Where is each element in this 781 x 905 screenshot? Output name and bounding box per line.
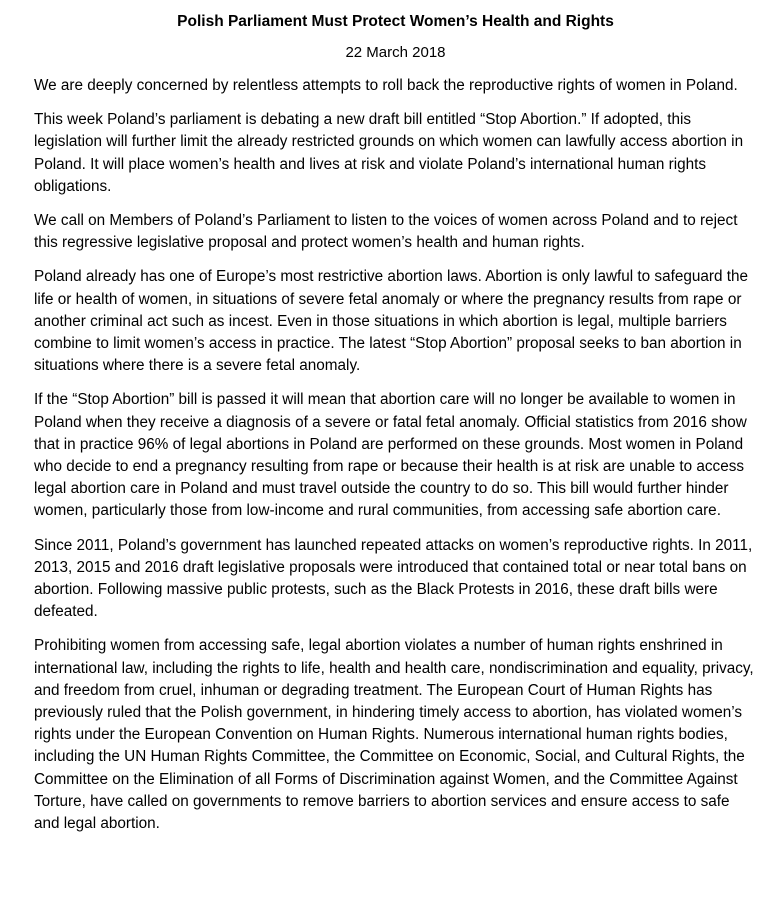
- paragraph-history: Since 2011, Poland’s government has launched repeated attacks on women’s reproductive rights. In 2011, 2013, 2015 and 2016 draft legislative proposals were introduced that contained total or near total bans on abortion. Following massive public protests, such as the Black Protests in 2016, these draft bills were defeated.: [34, 536, 753, 621]
- paragraph-intro: We are deeply concerned by relentless attempts to roll back the reproductive rights of women in Poland.: [34, 77, 738, 94]
- paragraph-current-law: Poland already has one of Europe’s most restrictive abortion laws. Abortion is only lawful to safeguard the life or health of women, in situations of severe fetal anomaly or where the pregnancy results from rape or another criminal act such as incest. Even in those situations in which abortion is legal, multiple barriers combine to limit women’s access in practice. The latest “Stop Abortion” proposal seeks to ban abortion in situations where there is a severe fetal anomaly.: [34, 268, 748, 375]
- paragraph-bill-impact: If the “Stop Abortion” bill is passed it will mean that abortion care will no longer be available to women in Poland when they receive a diagnosis of a severe or fatal fetal anomaly. Official statistics from 2016 show that in practice 96% of legal abortions in Poland are performed on these grounds. Most women in Poland who decide to end a pregnancy resulting from rape or because their health is at risk are unable to access legal abortion care in Poland and must travel outside the country to do so. This bill would further hinder women, particularly those from low-income and rural communities, from accessing safe abortion care.: [34, 391, 747, 520]
- paragraph-draft-bill: This week Poland’s parliament is debating a new draft bill entitled “Stop Abortion.” If adopted, this legislation will further limit the already restricted grounds on which women can lawfully access abortion in Poland. It will place women’s health and lives at risk and violate Poland’s international human rights obligations.: [34, 111, 744, 195]
- paragraph-call-to-action: We call on Members of Poland’s Parliament to listen to the voices of women across Poland and to reject this regressive legislative proposal and protect women’s health and human rights.: [34, 212, 738, 252]
- document-title: Polish Parliament Must Protect Women’s Health and Rights: [177, 13, 614, 30]
- document-date: 22 March 2018: [345, 44, 446, 61]
- paragraph-human-rights: Prohibiting women from accessing safe, legal abortion violates a number of human rights enshrined in international law, including the rights to life, health and health care, nondiscrimination and equality, privacy, and freedom from cruel, inhuman or degrading treatment. The European Court of Human Rights has previously ruled that the Polish government, in hindering timely access to abortion, has violated women’s rights under the European Convention on Human Rights. Numerous international human rights bodies, including the UN Human Rights Committee, the Committee on Economic, Social, and Cultural Rights, the Committee on the Elimination of all Forms of Discrimination against Women, and the Committee Against Torture, have called on governments to remove barriers to abortion services and ensure access to safe and legal abortion.: [34, 637, 754, 833]
